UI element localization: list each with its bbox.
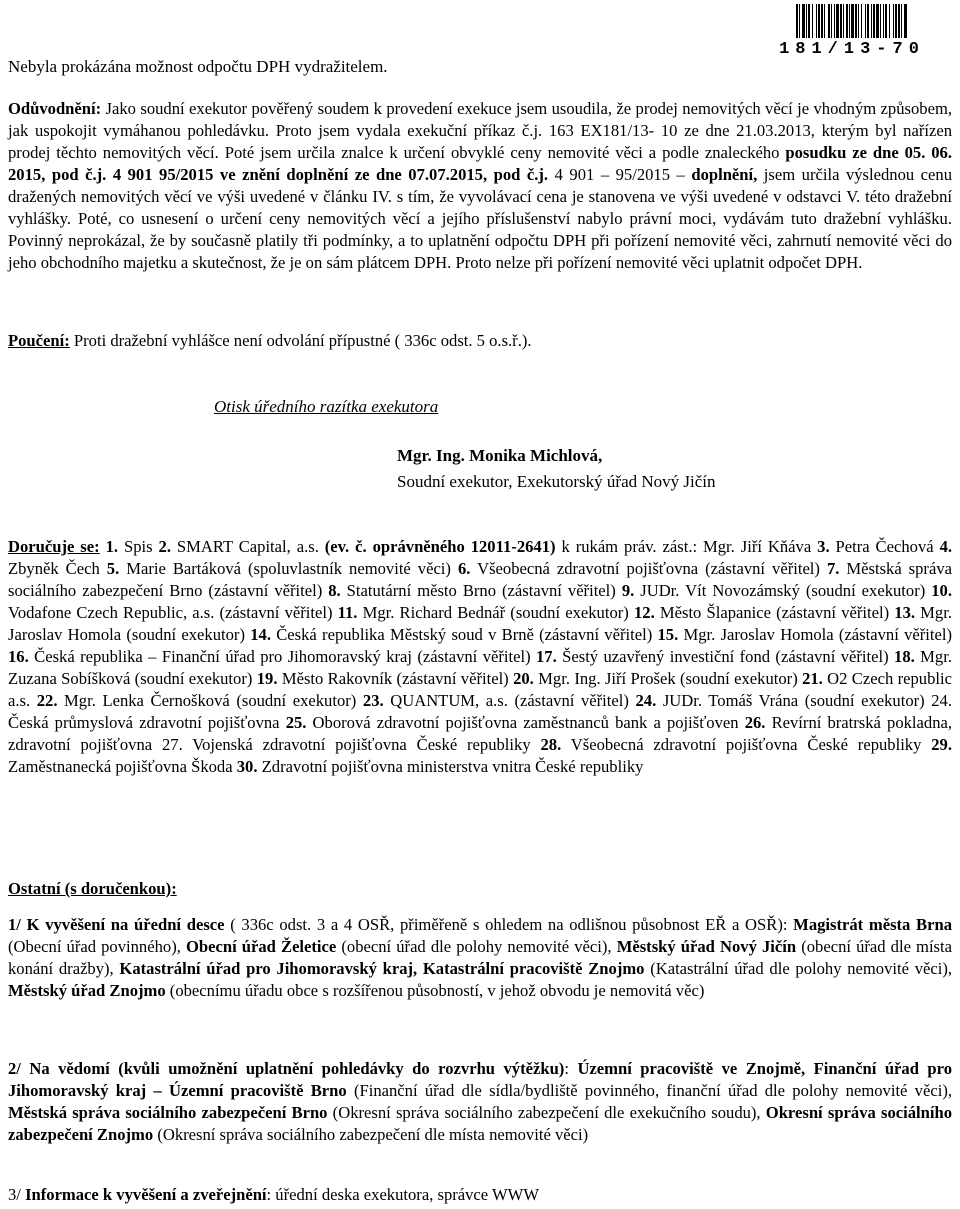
text-run: Město Rakovník (zástavní věřitel) — [277, 669, 514, 688]
text-run: Vodafone Czech Republic, a.s. (zástavní věřitel) — [8, 603, 338, 622]
text-run: 8. — [328, 581, 341, 600]
text-run: Všeobecná zdravotní pojišťovna České republiky — [561, 735, 932, 754]
executor-role: Soudní exekutor, Exekutorský úřad Nový Jičín — [397, 472, 716, 491]
justification-text-4: doplnění, — [691, 165, 758, 184]
text-run: Městský úřad Nový Jičín — [616, 937, 797, 956]
text-run: 17. — [536, 647, 557, 666]
text-run: Statutární město Brno (zástavní věřitel) — [340, 581, 622, 600]
text-run: 7. — [826, 559, 840, 578]
justification-label: Odůvodnění: — [8, 99, 102, 118]
text-run: Mgr. Ing. Jiří Prošek (soudní exekutor) — [533, 669, 803, 688]
text-run: 14. — [250, 625, 271, 644]
text-run: Mgr. Jaroslav Homola (zástavní věřitel) — [678, 625, 952, 644]
text-run: (obecní úřad dle místa konání dražby), — [8, 937, 952, 978]
text-run: Mgr. Richard Bednář (soudní exekutor) — [357, 603, 634, 622]
justification-text-6: Povinný neprokázal, že by současně platily tři podmínky, a to uplatnění odpočtu DPH při pořízení nemovité věci, zahrnutí nemovité věci do jeho obchodního majetku a skutečnost, že je on sám plátcem DPH. Proto nelze při pořízení nemovité věci uplatnit odpočet DPH. — [8, 231, 952, 272]
text-run: Oborová zdravotní pojišťovna zaměstnanců bank a pojišťoven — [306, 713, 745, 732]
text-run: Magistrát města Brna — [793, 915, 952, 934]
text-run: SMART Capital, a.s. — [170, 537, 325, 556]
notice-board-section — [8, 914, 952, 1002]
text-run: 29. — [931, 735, 952, 754]
text-run: 9. — [621, 581, 635, 600]
text-run: 22. — [36, 691, 58, 710]
text-run: : — [564, 1059, 578, 1078]
for-information-section — [8, 1058, 952, 1146]
text-run: 3. — [817, 537, 830, 556]
text-run: Obecní úřad Želetice — [185, 937, 337, 956]
text-run: 15. — [657, 625, 679, 644]
other-recipients-heading — [8, 878, 952, 900]
official-stamp-note: Otisk úředního razítka exekutora — [214, 397, 439, 416]
text-run: Zbyněk Čech — [8, 559, 107, 578]
text-run: 2/ Na vědomí (kvůli umožnění uplatnění pohledávky do rozvrhu výtěžku) — [8, 1059, 565, 1078]
text-run: 16. — [8, 647, 29, 666]
text-run: 30. — [236, 757, 258, 776]
text-run: Katastrální úřad pro Jihomoravský kraj, Katastrální pracoviště Znojmo — [119, 959, 645, 978]
text-run: O2 Czech republic a.s. — [8, 669, 952, 710]
text-run: 5. — [106, 559, 120, 578]
text-run: Zdravotní pojišťovna ministerstva vnitra České republiky — [257, 757, 644, 776]
instruction-paragraph — [8, 330, 952, 352]
text-run: 19. — [256, 669, 278, 688]
text-run: 10. — [931, 581, 952, 600]
text-run: (Katastrální úřad dle polohy nemovité věci), — [644, 959, 953, 978]
text-run: ( 336c odst. 3 a 4 OSŘ, přiměřeně s ohledem na odlišnou působnost EŘ a OSŘ): — [224, 915, 794, 934]
text-run: Mgr. Zuzana Sobíšková (soudní exekutor) — [8, 647, 952, 688]
publication-text: : úřední deska exekutora, správce WWW — [266, 1185, 539, 1204]
justification-text-1: Jako soudní exekutor pověřený soudem k provedení exekuce jsem usoudila, že prodej nemovitých věcí je vhodným způsobem, jak uspokojit vymáhanou pohledávku. Proto jsem vydala exekuční příkaz č.j. 163 EX181/13- 10 ze dne 21.03.2013, kterým byl nařízen prodej těchto nemovitých věcí. Poté jsem určila znalce k určení obvyklé ceny nemovité věci a podle znaleckého — [8, 99, 952, 162]
justification-text-2: posudku ze dne 05. 06. 2015, pod č.j. 4 901 95/2015 ve znění doplnění ze dne 07.07.2015, pod č.j. — [8, 143, 953, 184]
text-run: Městský úřad Znojmo — [8, 981, 166, 1000]
text-run: Revírní bratrská pokladna, zdravotní pojišťovna 27. Vojenská zdravotní pojišťovna České republiky — [8, 713, 953, 754]
text-run: Marie Bartáková (spoluvlastník nemovité věci) — [119, 559, 458, 578]
delivery-label: Doručuje se: — [8, 537, 100, 556]
text-run: Územní pracoviště ve Znojmě, Finanční úřad pro Jihomoravský kraj – Územní pracoviště Brno — [8, 1059, 953, 1100]
text-run: Všeobecná zdravotní pojišťovna (zástavní věřitel) — [470, 559, 827, 578]
executor-name: Mgr. Ing. Monika Michlová, — [397, 446, 603, 465]
text-run: (Obecní úřad povinného), — [8, 937, 186, 956]
text-run: 6. — [457, 559, 471, 578]
text-run: Mgr. Jaroslav Homola (soudní exekutor) — [8, 603, 952, 644]
text-run: k rukám práv. zást.: Mgr. Jiří Kňáva — [555, 537, 818, 556]
text-run: 4. — [939, 537, 953, 556]
text-run: 24. — [635, 691, 657, 710]
text-run: Spis — [118, 537, 159, 556]
text-run: 28. — [540, 735, 562, 754]
text-run: (Okresní správa sociálního zabezpečení dle místa nemovité věci) — [153, 1125, 589, 1144]
justification-text-3: 4 901 – 95/2015 – — [548, 165, 692, 184]
text-run: 25. — [285, 713, 307, 732]
text-run: 18. — [894, 647, 915, 666]
text-run: 21. — [802, 669, 823, 688]
delivery-list — [8, 536, 952, 778]
text-run: (Finanční úřad dle sídla/bydliště povinného, finanční úřad dle polohy nemovité věci), — [346, 1081, 952, 1100]
instruction-label: Poučení: — [8, 331, 70, 350]
text-run: (obecnímu úřadu obce s rozšířenou působností, v jehož obvodu je nemovitá věc) — [165, 981, 705, 1000]
text-run: 1/ K vyvěšení na úřední desce — [8, 915, 225, 934]
text-run: JUDr. Tomáš Vrána (soudní exekutor) 24. Česká průmyslová zdravotní pojišťovna — [8, 691, 952, 732]
text-run: 23. — [362, 691, 384, 710]
text-run: Městská správa sociálního zabezpečení Brno (zástavní věřitel) — [8, 559, 952, 600]
text-run: 11. — [337, 603, 358, 622]
vat-note: Nebyla prokázána možnost odpočtu DPH vydražitelem. — [8, 57, 388, 76]
text-run: (ev. č. oprávněného 12011-2641) — [324, 537, 556, 556]
text-run: JUDr. Vít Novozámský (soudní exekutor) — [634, 581, 932, 600]
instruction-text: Proti dražební vyhlášce není odvolání přípustné ( 336c odst. 5 o.s.ř.). — [69, 331, 532, 350]
text-run: Petra Čechová — [829, 537, 940, 556]
text-run: Česká republika – Finanční úřad pro Jihomoravský kraj (zástavní věřitel) — [28, 647, 536, 666]
justification-text-5: jsem určila výslednou cenu dražených nemovitých věcí ve výši uvedené v článku IV. s tím, že vyvolávací cena je stanovena ve výši uvedené v odstavci V. této dražební vyhlášky. Poté, co usnesení o určení ceny nemovitých věcí a jejího příslušenství nabylo právní moci, vydávám tuto dražební vyhlášku. — [8, 165, 952, 228]
text-run: 26. — [744, 713, 766, 732]
text-run: 1. — [99, 537, 119, 556]
barcode-bars — [752, 4, 952, 38]
barcode-bar — [907, 4, 908, 38]
justification-paragraph — [8, 98, 952, 274]
text-run: 2. — [158, 537, 171, 556]
text-run: QUANTUM, a.s. (zástavní věřitel) — [383, 691, 636, 710]
text-run: Zaměstnanecká pojišťovna Škoda — [8, 757, 237, 776]
publication-section: 3/ Informace k vyvěšení a zveřejnění: úřední deska exekutora, správce WWW — [8, 1185, 539, 1204]
publication-label: Informace k vyvěšení a zveřejnění — [25, 1185, 267, 1204]
text-run: 20. — [513, 669, 534, 688]
text-run: (Okresní správa sociálního zabezpečení dle exekučního soudu), — [327, 1103, 766, 1122]
text-run: Česká republika Městský soud v Brně (zástavní věřitel) — [270, 625, 658, 644]
text-run: Mgr. Lenka Černošková (soudní exekutor) — [57, 691, 363, 710]
barcode-number: 181/13-70 — [779, 40, 925, 59]
text-run: 13. — [894, 603, 916, 622]
barcode — [752, 4, 952, 59]
text-run: (obecní úřad dle polohy nemovité věci), — [336, 937, 617, 956]
text-run: Okresní správa sociálního zabezpečení Znojmo — [8, 1103, 953, 1144]
other-recipients-label: Ostatní (s doručenkou): — [8, 879, 177, 898]
text-run: Šestý uzavřený investiční fond (zástavní věřitel) — [556, 647, 895, 666]
text-run: Městská správa sociálního zabezpečení Brno — [8, 1103, 328, 1122]
text-run: 12. — [633, 603, 655, 622]
text-run: Město Šlapanice (zástavní věřitel) — [654, 603, 895, 622]
